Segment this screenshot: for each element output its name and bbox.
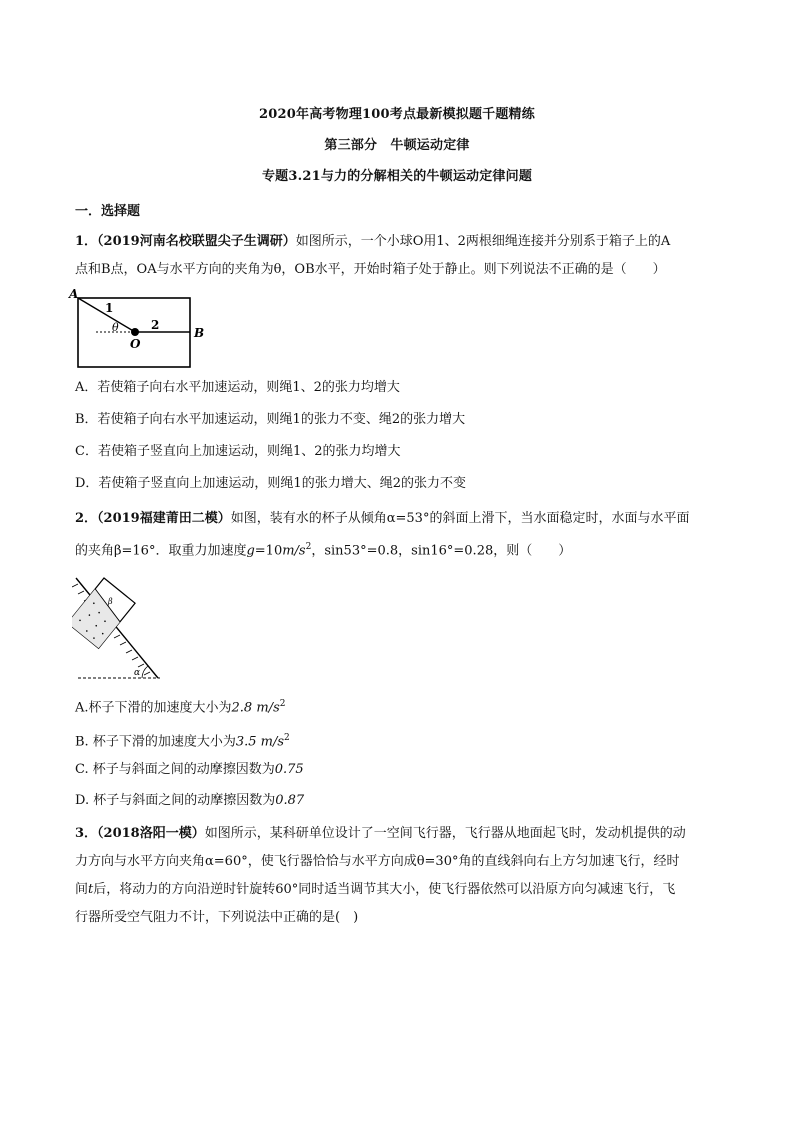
question-2-text [75,505,725,565]
question-1-option-d: D．若使箱子竖直向上加速运动，则绳1的张力增大、绳2的张力不变 [75,476,466,491]
water [72,589,126,648]
question-3-line2: 力方向与水平方向夹角α=60°，使飞行器恰恰与水平方向成θ=30°角的直线斜向右上方匀加速飞行，经时 [75,854,680,869]
option-b-value: 3.5 [235,734,257,750]
question-1-option-c: C．若使箱子竖直向上加速运动，则绳1、2的张力均增大 [75,444,401,459]
question-2-source: （2019福建莆田二模） [97,511,231,526]
question-2-option-b [75,729,290,751]
question-3-number: 3． [75,826,98,841]
question-3-source: （2018洛阳一模） [97,826,205,841]
topic-title: 专题3.21与力的分解相关的牛顿运动定律问题 [261,169,533,184]
question-2-option-d [75,792,304,810]
option-b-square: 2 [284,733,290,743]
option-b-unit: m/s [260,734,285,750]
label-a: A [69,287,79,301]
option-a-text: A.杯子下滑的加速度大小为 [75,700,232,716]
question-3-line3a: 间 [75,882,89,897]
label-b: B [194,326,205,340]
option-b-text: B. 杯子下滑的加速度大小为 [75,734,236,750]
question-1-number: 1． [75,234,98,249]
option-d-text: D. 杯子与斜面之间的动摩擦因数为 [75,793,276,808]
question-2-line2a: 的夹角β=16°．取重力加速度 [75,543,247,559]
time-symbol: t [88,882,94,897]
question-1-source: （2019河南名校联盟尖子生调研） [97,234,296,249]
label-beta: β [108,597,113,606]
question-1-figure [68,286,218,372]
label-o: O [130,337,141,351]
question-3-text [75,820,725,932]
main-title: 2020年高考物理100考点最新模拟题千题精练 [259,107,535,122]
question-3-line3b: 后，将动力的方向沿逆时针旋转60°同时适当调节其大小，使飞行器依然可以沿原方向匀减速飞行，飞 [93,882,676,897]
option-a-value: 2.8 [231,700,253,716]
question-2-line2c: ，sin53°=0.8，sin16°=0.28，则（ ） [311,543,572,559]
option-c-value: 0.75 [274,762,304,777]
question-1-option-a: A．若使箱子向右水平加速运动，则绳1、2的张力均增大 [75,380,400,395]
question-2-figure [72,574,184,682]
gravity-symbol: g [246,543,255,559]
option-c-text: C. 杯子与斜面之间的动摩擦因数为 [75,762,275,777]
question-1-line2: 点和B点，OA与水平方向的夹角为θ，OB水平，开始时箱子处于静止。则下列说法不正确的是（ ） [75,262,666,277]
question-1-option-b: B．若使箱子向右水平加速运动，则绳1的张力不变、绳2的张力增大 [75,412,466,427]
option-d-value: 0.87 [275,793,305,808]
unit-ms: m/s [282,543,306,559]
option-a-unit: m/s [256,700,280,716]
question-1-text [75,228,725,284]
question-2-number: 2． [75,511,98,526]
unit-square: 2 [305,542,312,552]
alpha-arc [142,666,148,678]
label-rope-2: 2 [151,318,160,332]
question-2-option-c [75,761,304,779]
question-3-line4: 行器所受空气阻力不计，下列说法中正确的是( ) [75,910,359,925]
label-theta: θ [112,321,119,334]
label-alpha: α [134,668,141,678]
ball-o [131,328,139,336]
section-heading: 一．选择题 [75,204,141,219]
question-1-line1: 如图所示，一个小球O用1、2两根细绳连接并分别系于箱子上的A [295,234,671,249]
question-3-line1: 如图所示，某科研单位设计了一空间飞行器，飞行器从地面起飞时，发动机提供的动 [204,826,686,841]
option-a-square: 2 [279,699,286,709]
question-2-line1: 如图，装有水的杯子从倾角α=53°的斜面上滑下，当水面稳定时，水面与水平面 [230,511,690,526]
part-title: 第三部分 牛顿运动定律 [324,138,470,153]
label-rope-1: 1 [105,301,114,315]
question-2-option-a [75,695,285,717]
question-2-line2b: =10 [254,543,283,559]
